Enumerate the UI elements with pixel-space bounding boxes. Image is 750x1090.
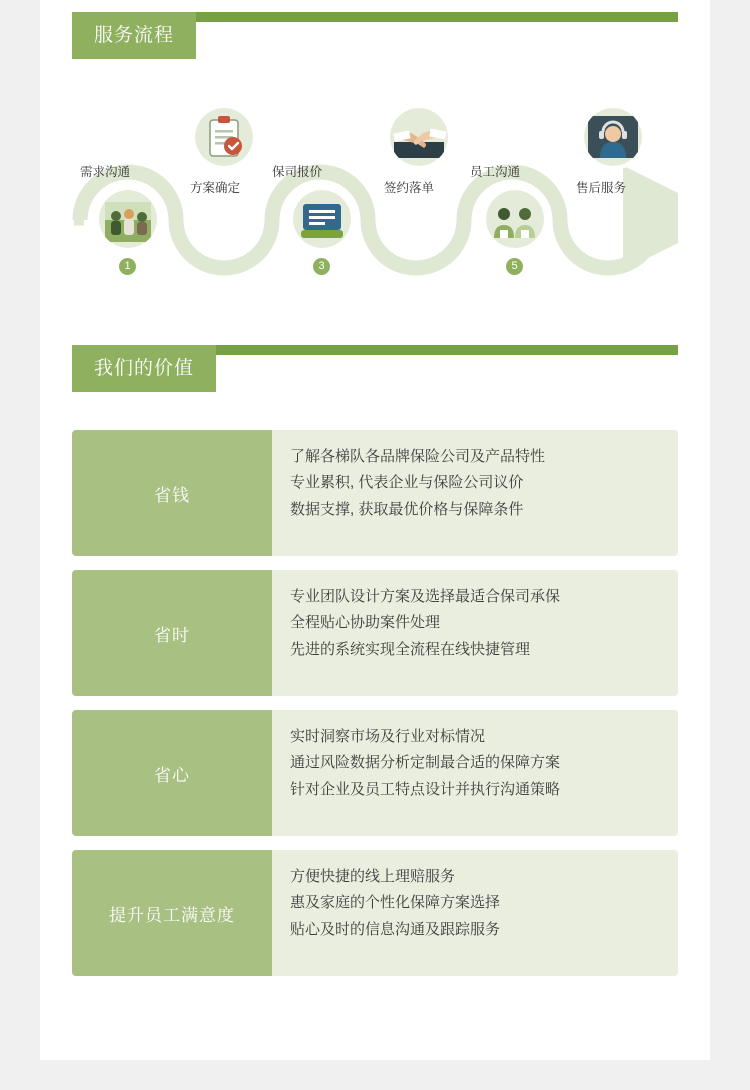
section-our-value xyxy=(72,345,678,379)
value-card xyxy=(72,710,678,836)
value-card-key: 省时 xyxy=(72,570,272,696)
flow-node-4 xyxy=(390,108,448,166)
flow-label-3: 保司报价 xyxy=(272,165,323,179)
flow-label-6: 售后服务 xyxy=(576,181,627,195)
flow-label-1: 需求沟通 xyxy=(80,165,131,179)
value-card xyxy=(72,570,678,696)
flow-number-5: 5 xyxy=(506,258,523,275)
flow-node-1 xyxy=(99,190,157,248)
people-meeting-icon xyxy=(99,190,157,248)
flow-node-2 xyxy=(195,108,253,166)
value-card-key: 省心 xyxy=(72,710,272,836)
flow-label-5: 员工沟通 xyxy=(470,165,521,179)
value-card-line: 专业累积, 代表企业与保险公司议价 xyxy=(290,474,524,492)
documents-icon xyxy=(293,190,351,248)
value-card-body xyxy=(272,570,678,696)
flow-number-1: 1 xyxy=(119,258,136,275)
value-card-line: 惠及家庭的个性化保障方案选择 xyxy=(290,894,501,912)
value-card xyxy=(72,850,678,976)
section-title-our-value: 我们的价值 xyxy=(72,345,216,392)
value-card-body xyxy=(272,430,678,556)
process-flow-diagram xyxy=(72,90,678,290)
value-card-line: 先进的系统实现全流程在线快捷管理 xyxy=(290,640,531,658)
value-cards xyxy=(72,430,678,990)
value-card-line: 全程贴心协助案件处理 xyxy=(290,614,441,632)
value-card-key: 提升员工满意度 xyxy=(72,850,272,976)
flow-label-2: 方案确定 xyxy=(190,181,241,195)
value-card xyxy=(72,430,678,556)
handshake-icon xyxy=(390,108,448,166)
flow-node-5 xyxy=(486,190,544,248)
flow-number-3: 3 xyxy=(313,258,330,275)
section-service-process xyxy=(72,12,678,46)
flow-label-4: 签约落单 xyxy=(384,181,435,195)
employees-icon xyxy=(486,190,544,248)
content-sheet xyxy=(40,0,710,1060)
value-card-body xyxy=(272,710,678,836)
value-card-line: 贴心及时的信息沟通及跟踪服务 xyxy=(290,920,501,938)
clipboard-check-icon xyxy=(195,108,253,166)
headset-support-icon xyxy=(584,108,642,166)
value-card-body xyxy=(272,850,678,976)
value-card-line: 数据支撑, 获取最优价格与保障条件 xyxy=(290,500,524,518)
value-card-line: 通过风险数据分析定制最合适的保障方案 xyxy=(290,754,561,772)
value-card-line: 实时洞察市场及行业对标情况 xyxy=(290,728,486,745)
value-card-line: 了解各梯队各品牌保险公司及产品特性 xyxy=(290,448,546,465)
section-title-service-process: 服务流程 xyxy=(72,12,196,59)
value-card-line: 专业团队设计方案及选择最适合保司承保 xyxy=(290,588,561,605)
flow-node-3 xyxy=(293,190,351,248)
value-card-line: 针对企业及员工特点设计并执行沟通策略 xyxy=(290,780,561,798)
value-card-key: 省钱 xyxy=(72,430,272,556)
flow-node-6 xyxy=(584,108,642,166)
value-card-line: 方便快捷的线上理赔服务 xyxy=(290,868,456,885)
